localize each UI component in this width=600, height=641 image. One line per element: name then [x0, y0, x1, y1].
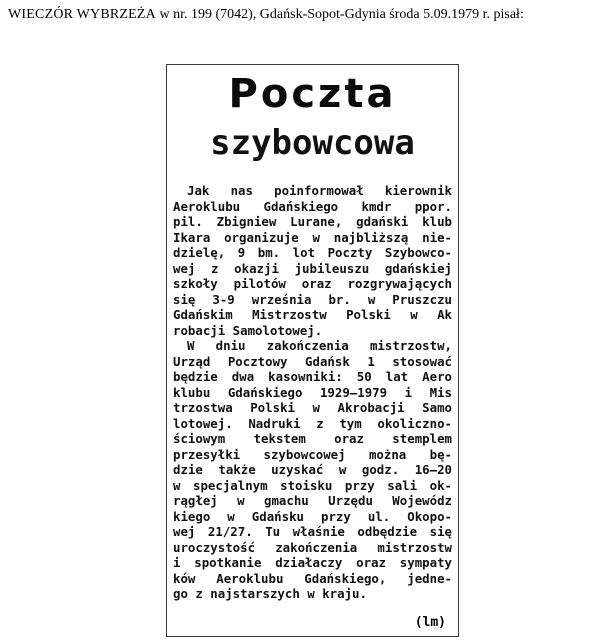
article-line: Jak nas poinformował kierownik [187, 183, 452, 198]
article-line: rągłej w gmachu Urzędu Wojewódz [173, 493, 452, 508]
article-line: ków Aeroklubu Gdańskiego, jedne- [173, 570, 452, 586]
article-line: przesyłki szybowcowej można bę- [173, 446, 452, 462]
headline-line-2: szybowcowa [210, 123, 415, 163]
article-line: wej 21/27. Tu właśnie odbędzie się [173, 524, 452, 539]
article-line: uroczystość zakończenia mistrzostw [173, 539, 452, 555]
article-line: w specjalnym stoisku przy sali ok- [173, 477, 452, 493]
article-line: W dniu zakończenia mistrzostw, [187, 338, 452, 353]
headline-line-1: Poczta [228, 71, 397, 117]
article-line: Gdańskim Mistrzostw Polski w Ak [173, 307, 452, 322]
author-signature: (lm) [414, 615, 446, 630]
article-body [173, 183, 452, 602]
article-line: Ikara organizuje w najbliższą nie- [173, 229, 452, 245]
publication-name: WIECZÓR WYBRZEŻA [8, 7, 156, 22]
newspaper-clipping [166, 64, 459, 637]
article-line: Urząd Pocztowy Gdańsk 1 stosować [173, 353, 452, 369]
article-line: i spotkanie działaczy oraz sympaty [173, 555, 452, 570]
article-line: lotowej. Nadruki z tym okoliczno- [173, 415, 452, 431]
article-line: szkoły pilotów oraz rozgrywających [173, 276, 452, 291]
article-line: ściowym tekstem oraz stemplem [173, 431, 452, 446]
article-line: dzielę, 9 bm. lot Poczty Szybowco- [173, 245, 452, 260]
article-line: wej z okazji jubileuszu gdańskiej [173, 260, 452, 276]
article-line: pil. Zbigniew Lurane, gdański klub [173, 214, 452, 229]
issue-details: w nr. 199 (7042), Gdańsk-Sopot-Gdynia środa 5.09.1979 r. pisał: [155, 7, 524, 22]
article-line: robacji Samolotowej. [173, 322, 323, 338]
article-line: kiego w Gdańsku przy ul. Okopo- [173, 508, 452, 524]
source-caption [8, 7, 596, 23]
article-line: go z najstarszych w kraju. [173, 586, 367, 601]
article-line: się 3-9 września br. w Pruszczu [173, 291, 452, 307]
article-line: dzie także uzyskać w godz. 16—20 [173, 462, 452, 477]
article-line: klubu Gdańskiego 1929—1979 i Mis [173, 384, 452, 400]
article-line: Aeroklubu Gdańskiego kmdr ppor. [173, 198, 452, 214]
article-line: trzostwa Polski w Akrobacji Samo [173, 400, 452, 415]
article-line: będzie dwa kasowniki: 50 lat Aero [173, 369, 452, 384]
